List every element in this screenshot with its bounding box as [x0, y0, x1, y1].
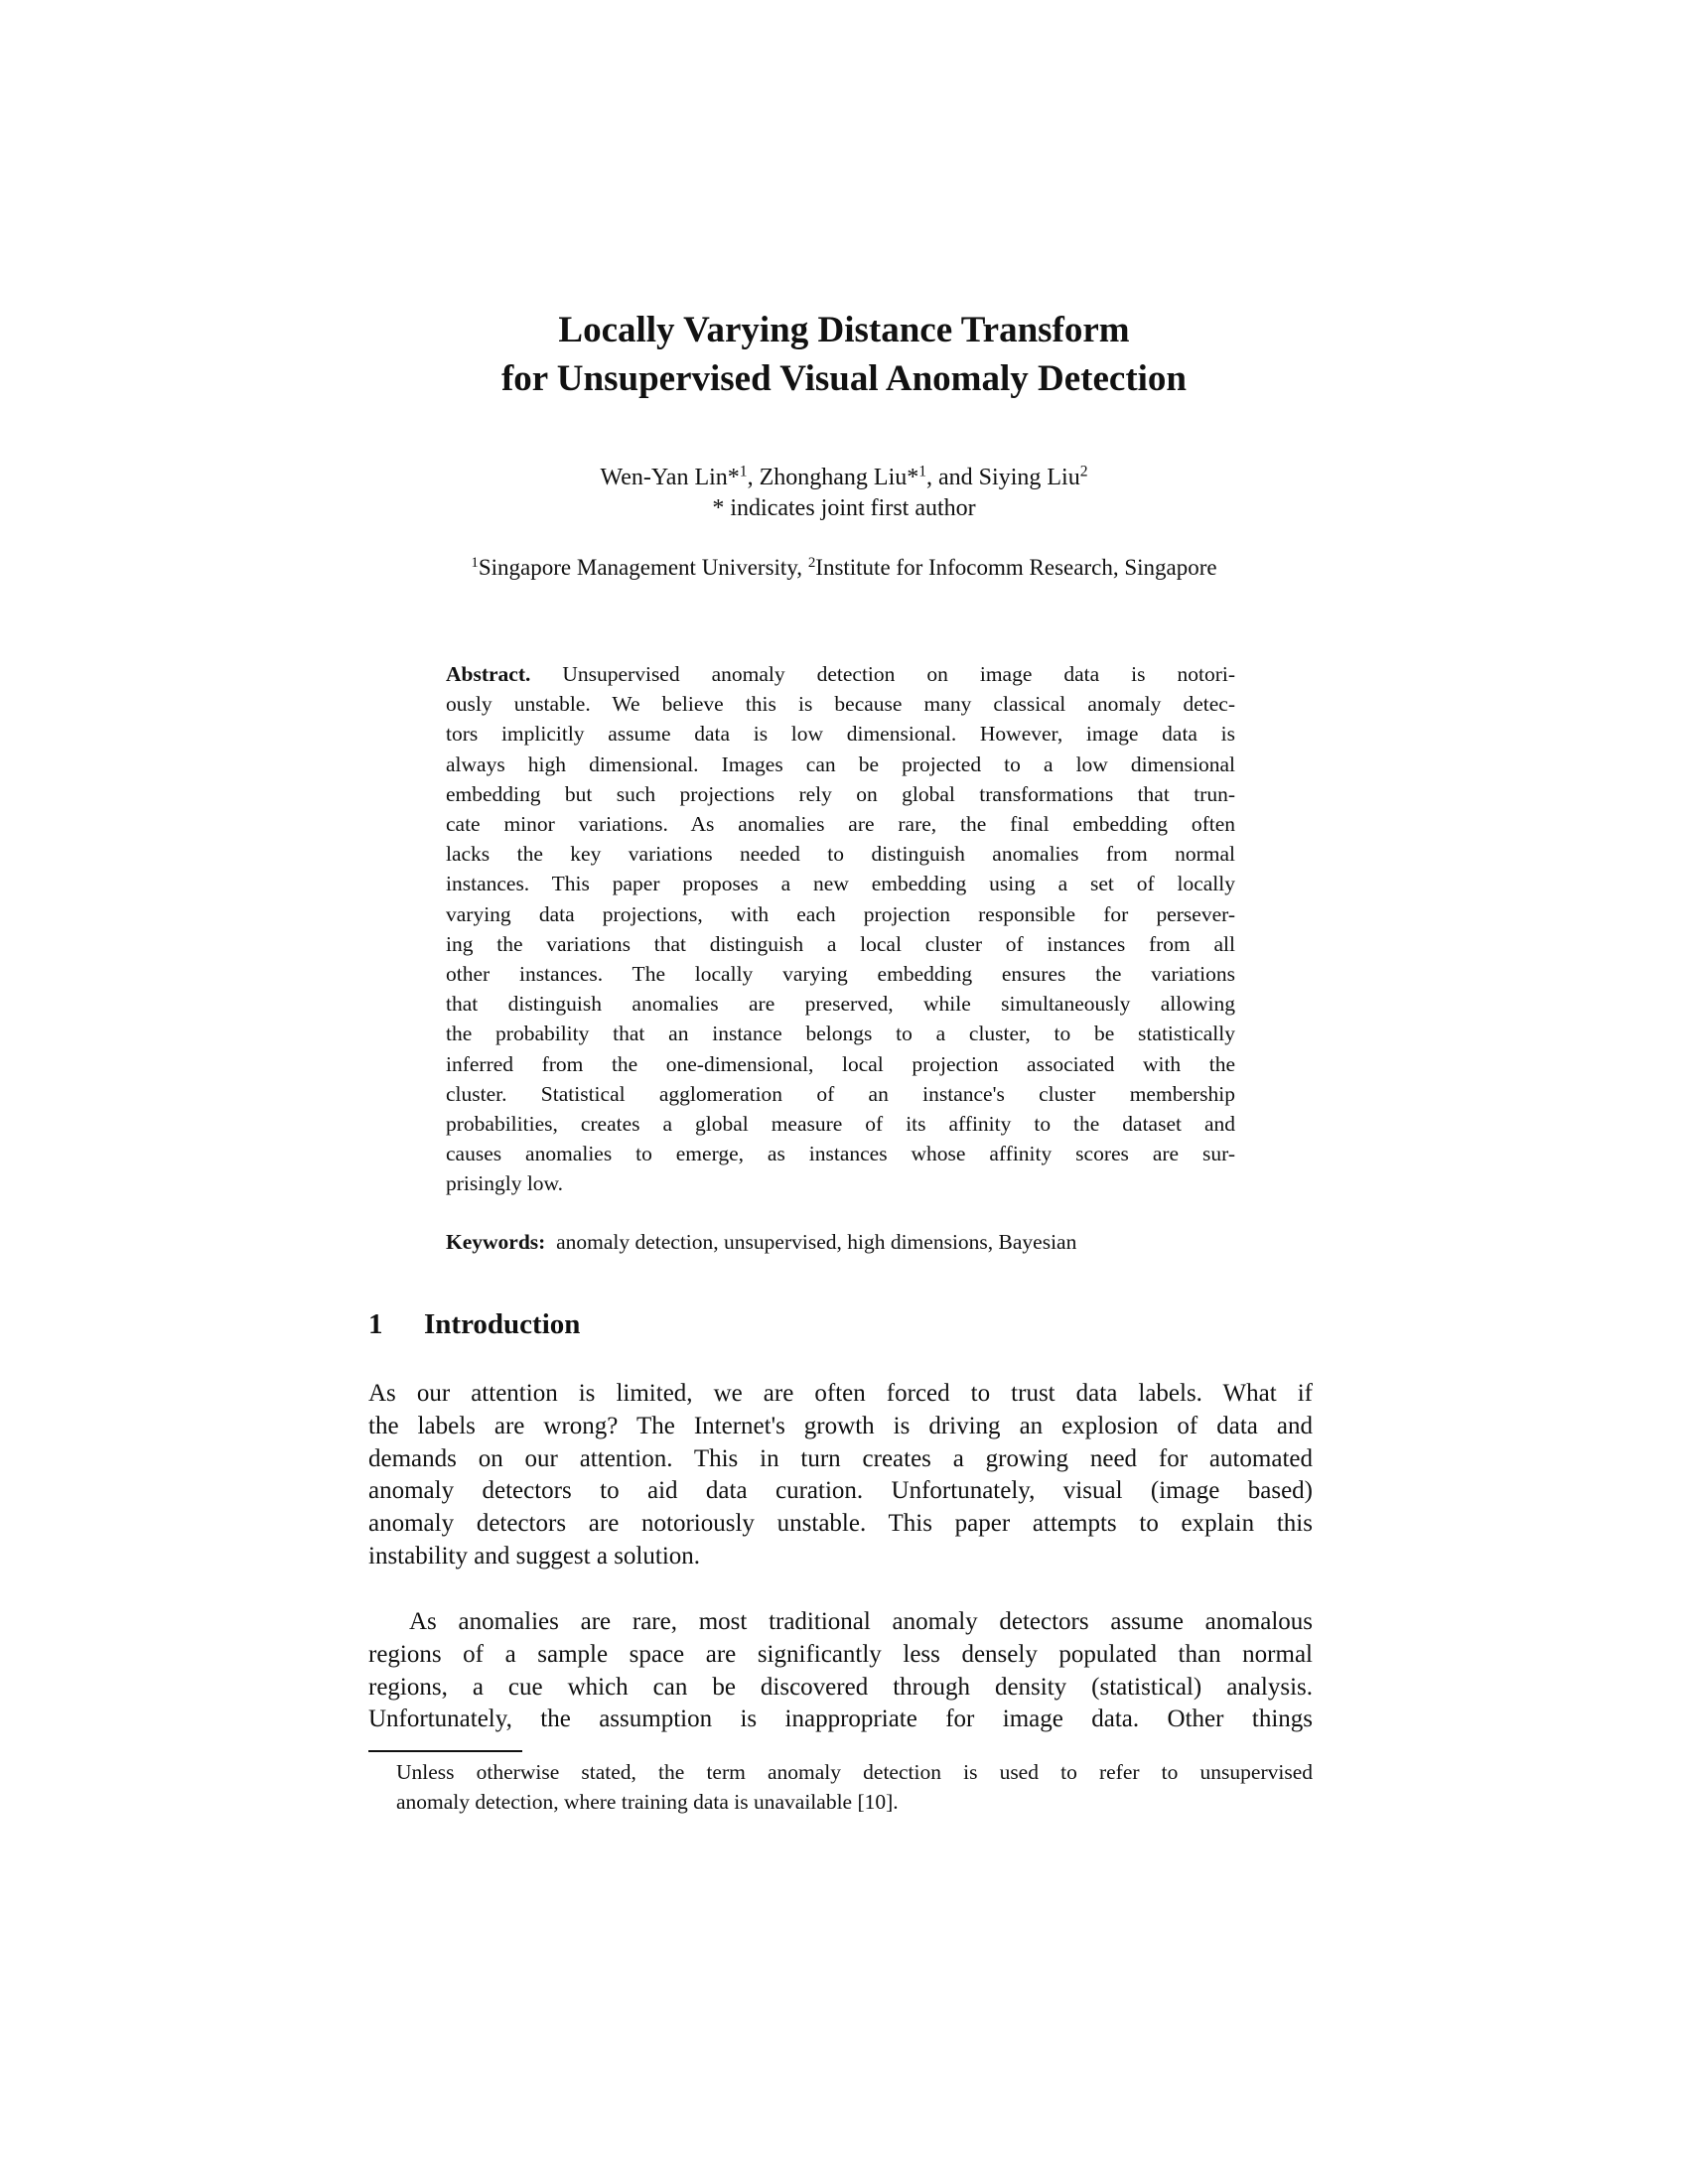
paragraph-2: [368, 1606, 1313, 1736]
abstract-line: ing the variations that distinguish a local cluster of instances from all: [446, 931, 1235, 956]
keywords-label: Keywords:: [446, 1230, 546, 1254]
affiliation-1: Singapore Management University,: [478, 555, 808, 580]
paragraph-line: Unfortunately, the assumption is inappropriate for image data. Other things: [368, 1706, 1313, 1733]
abstract-line: ously unstable. We believe this is because many classical anomaly detec-: [446, 692, 1235, 717]
abstract-line: varying data projections, with each projection responsible for persever-: [446, 901, 1235, 926]
section-number: 1: [368, 1308, 383, 1340]
author-1: Wen-Yan Lin*: [600, 465, 740, 490]
paragraph-line: As anomalies are rare, most traditional anomaly detectors assume anomalous: [409, 1608, 1313, 1635]
paragraph-line: demands on our attention. This in turn creates a growing need for automated: [368, 1444, 1313, 1472]
author-3: , and Siying Liu: [926, 465, 1080, 490]
abstract-line: prisingly low.: [446, 1171, 564, 1196]
paragraph-line: anomaly detectors are notoriously unstable. This paper attempts to explain this: [368, 1510, 1313, 1538]
abstract-text: Unsupervised anomaly detection on image data is notori-: [562, 662, 1235, 686]
abstract-line: tors implicitly assume data is low dimensional. However, image data is: [446, 722, 1235, 747]
footnote: [396, 1757, 1313, 1817]
affil-sup-2: 2: [807, 554, 816, 571]
paragraph-line: the labels are wrong? The Internet's growth is driving an explosion of data and: [368, 1412, 1313, 1439]
abstract: [446, 659, 1235, 1199]
author-2-affil: 1: [918, 463, 927, 480]
abstract-line: embedding but such projections rely on global transformations that trun-: [446, 781, 1235, 806]
abstract-line: the probability that an instance belongs to a cluster, to be statistically: [446, 1022, 1235, 1046]
title-line-1: Locally Varying Distance Transform: [558, 310, 1130, 350]
affiliation-2: Institute for Infocomm Research, Singapore: [815, 555, 1217, 580]
footnote-line: Unless otherwise stated, the term anomaly detection is used to refer to unsupervised: [396, 1760, 1313, 1784]
author-1-affil: 1: [739, 463, 748, 480]
abstract-line: that distinguish anomalies are preserved, while simultaneously allowing: [446, 992, 1235, 1017]
footnote-line: anomaly detection, where training data is unavailable [10].: [396, 1790, 899, 1814]
section-heading: [368, 1308, 580, 1341]
paragraph-line: regions, a cue which can be discovered through density (statistical) analysis.: [368, 1673, 1313, 1701]
abstract-line: causes anomalies to emerge, as instances whose affinity scores are sur-: [446, 1142, 1235, 1166]
affiliations: [0, 552, 1688, 583]
author-2: , Zhonghang Liu*: [747, 465, 919, 490]
paragraph-line: regions of a sample space are significantly less densely populated than normal: [368, 1640, 1313, 1668]
abstract-line: cluster. Statistical agglomeration of an instance's cluster membership: [446, 1081, 1235, 1106]
author-block: [0, 463, 1688, 524]
abstract-line: probabilities, creates a global measure of its affinity to the dataset and: [446, 1112, 1235, 1137]
paragraph-line: As our attention is limited, we are often forced to trust data labels. What if: [368, 1380, 1313, 1407]
affil-sup-1: 1: [471, 554, 479, 571]
paragraph-line: anomaly detectors to aid data curation. Unfortunately, visual (image based): [368, 1477, 1313, 1505]
author-3-affil: 2: [1079, 463, 1088, 480]
title-line-2: for Unsupervised Visual Anomaly Detection: [500, 358, 1187, 399]
author-list: [0, 463, 1688, 493]
section-title: Introduction: [424, 1308, 581, 1340]
paragraph-1: [368, 1378, 1313, 1573]
keywords-text: anomaly detection, unsupervised, high dimensions, Bayesian: [556, 1230, 1077, 1254]
abstract-line: [446, 659, 1235, 689]
abstract-line: cate minor variations. As anomalies are rare, the final embedding often: [446, 812, 1235, 837]
keywords: [446, 1227, 1260, 1257]
joint-author-note: * indicates joint first author: [712, 495, 976, 521]
paragraph-line: instability and suggest a solution.: [368, 1542, 701, 1570]
footnote-rule: [368, 1750, 522, 1752]
abstract-line: instances. This paper proposes a new embedding using a set of locally: [446, 872, 1235, 896]
abstract-line: lacks the key variations needed to distinguish anomalies from normal: [446, 842, 1235, 867]
abstract-line: always high dimensional. Images can be projected to a low dimensional: [446, 751, 1235, 776]
abstract-line: other instances. The locally varying embedding ensures the variations: [446, 962, 1235, 987]
abstract-label: Abstract.: [446, 662, 531, 686]
paper-title: [0, 306, 1688, 403]
abstract-line: inferred from the one-dimensional, local projection associated with the: [446, 1051, 1235, 1076]
